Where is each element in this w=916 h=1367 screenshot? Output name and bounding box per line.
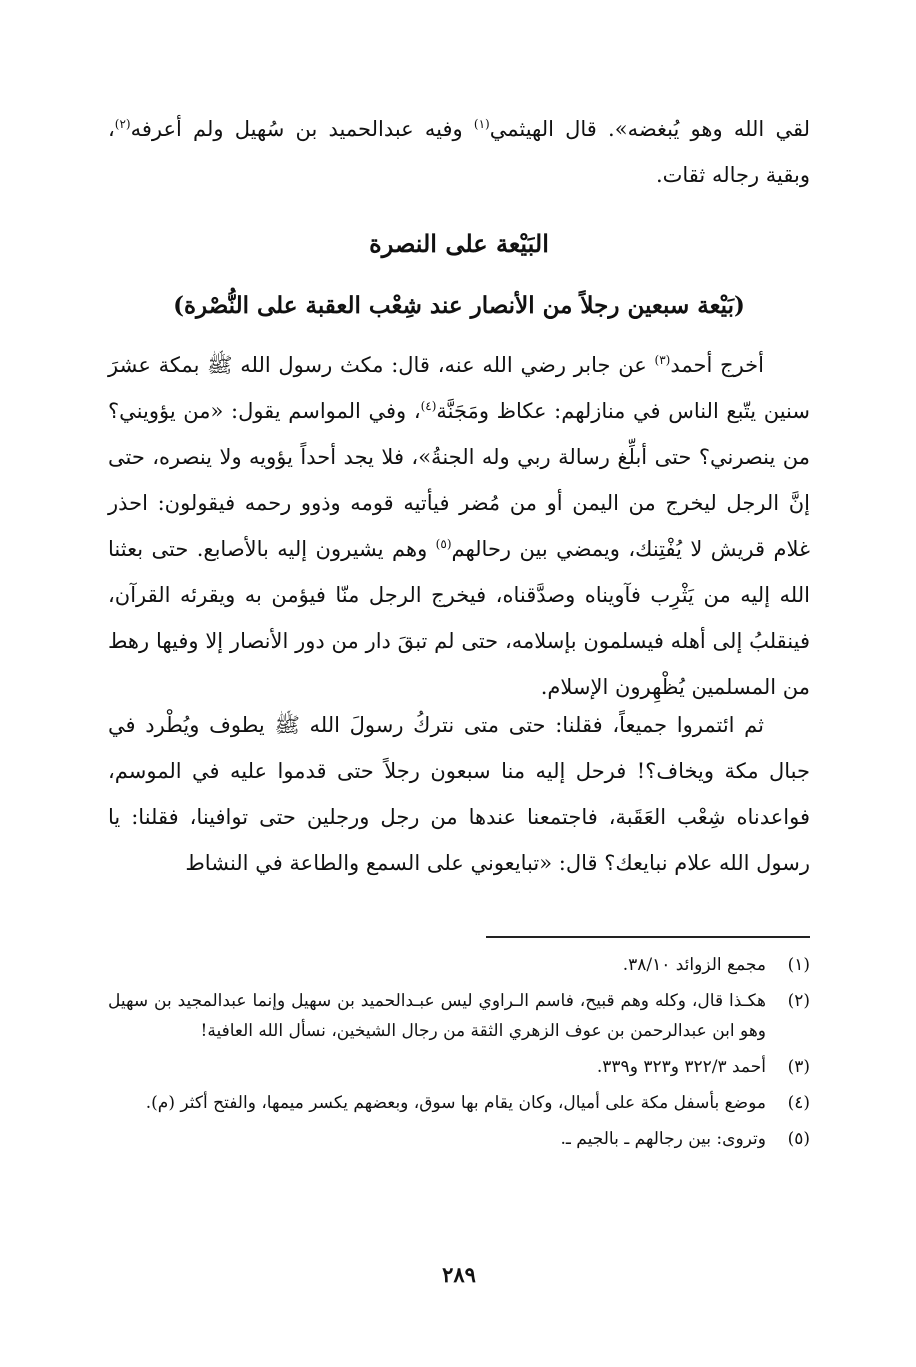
intro-text-1: لقي الله وهو يُبغضه». قال الهيثمي	[489, 117, 810, 141]
intro-text-2: وفيه عبدالحميد بن سُهيل ولم أعرفه	[130, 117, 474, 141]
footnote-ref-3: (٣)	[654, 353, 671, 367]
para1-text-2: عن جابر رضي الله عنه، قال: مكث رسول الله ﷺ بمكة عشرَ سنين يتّبع الناس في منازلهم: عكاظ ومَجَنَّة	[108, 353, 810, 423]
footnote-number: (٢)	[787, 991, 810, 1011]
footnote-text: أحمد ٣٢٢/٣ و٣٢٣ و٣٣٩.	[596, 1057, 766, 1077]
footnote-item	[108, 950, 810, 980]
body-paragraph-2: ثم ائتمروا جميعاً، فقلنا: حتى متى نتركُ رسولَ الله ﷺ يطوف ويُطْرد في جبال مكة ويخاف؟! فرحل إليه منا سبعون رجلاً حتى قدموا عليه في الموسم، فواعدناه شِعْب العَقَبة، فاجتمعنا عندها من رجل ورجلين حتى توافينا، فقلنا: يا رسول الله علام نبايعك؟ قال: «تبايعوني على السمع والطاعة في النشاط	[108, 713, 810, 875]
footnote-item	[108, 1124, 810, 1154]
footnote-ref-5: (٥)	[435, 537, 452, 551]
footnote-ref-1: (١)	[473, 117, 490, 131]
intro-text-3: ، وبقية رجاله ثقات.	[108, 117, 810, 187]
footnote-divider	[486, 936, 810, 938]
para1-text-1: أخرج أحمد	[670, 353, 764, 377]
footnotes-list	[108, 950, 810, 1160]
footnote-text: موضع بأسفل مكة على أميال، وكان يقام بها سوق، وبعضهم يكسر ميمها، والفتح أكثر (م).	[145, 1093, 766, 1113]
footnote-number: (٤)	[787, 1093, 810, 1113]
para1-text-4: وهم يشيرون إليه بالأصابع. حتى بعثنا الله إليه من يَثْرِب فآويناه وصدَّقناه، فيخرج الرجل منّا فيؤمن به ويقرئه القرآن، فينقلبُ إلى أهله فيسلمون بإسلامه، حتى لم تبقَ دار من دور الأنصار إلا وفيها رهط من المسلمين يُظْهِرون الإسلام.	[108, 537, 810, 699]
footnote-ref-4: (٤)	[420, 399, 437, 413]
para1-text-3: ، وفي المواسم يقول: «من يؤويني؟ من ينصرني؟ حتى أبلِّغ رسالة ربي وله الجنةُ»، فلا يجد أحداً يؤويه ولا ينصره، حتى إنَّ الرجل ليخرج من اليمن أو من مُضر فيأتيه قومه وذوو رحمه فيقولون: احذر غلام قريش لا يُفْتِنك، ويمضي بين رحالهم	[108, 399, 810, 561]
section-subtitle: (بَيْعة سبعين رجلاً من الأنصار عند شِعْب العقبة على النُّصْرة)	[173, 292, 745, 319]
footnote-number: (١)	[787, 955, 810, 975]
footnote-item	[108, 1088, 810, 1118]
footnote-item	[108, 1052, 810, 1082]
intro-paragraph	[108, 106, 810, 198]
footnote-item	[108, 986, 810, 1046]
body-paragraph-1	[108, 342, 810, 710]
footnote-number: (٣)	[787, 1057, 810, 1077]
footnote-text: وتروى: بين رجالهم ـ بالجيم ـ.	[560, 1129, 766, 1149]
footnote-text: مجمع الزوائد ٣٨/١٠.	[622, 955, 766, 975]
footnote-ref-2: (٢)	[114, 117, 131, 131]
page-number: ٢٨٩	[442, 1262, 476, 1287]
footnote-text: هكـذا قال، وكله وهم قبيح، فاسم الـراوي ليس عبـدالحميد بن سهيل وإنما عبدالمجيد بن سهيل وهو ابن عبدالرحمن بن عوف الزهري الثقة من رجال الشيخين، نسأل الله العافية!	[108, 991, 766, 1041]
footnote-number: (٥)	[787, 1129, 810, 1149]
section-title: البَيْعة على النصرة	[369, 229, 549, 258]
